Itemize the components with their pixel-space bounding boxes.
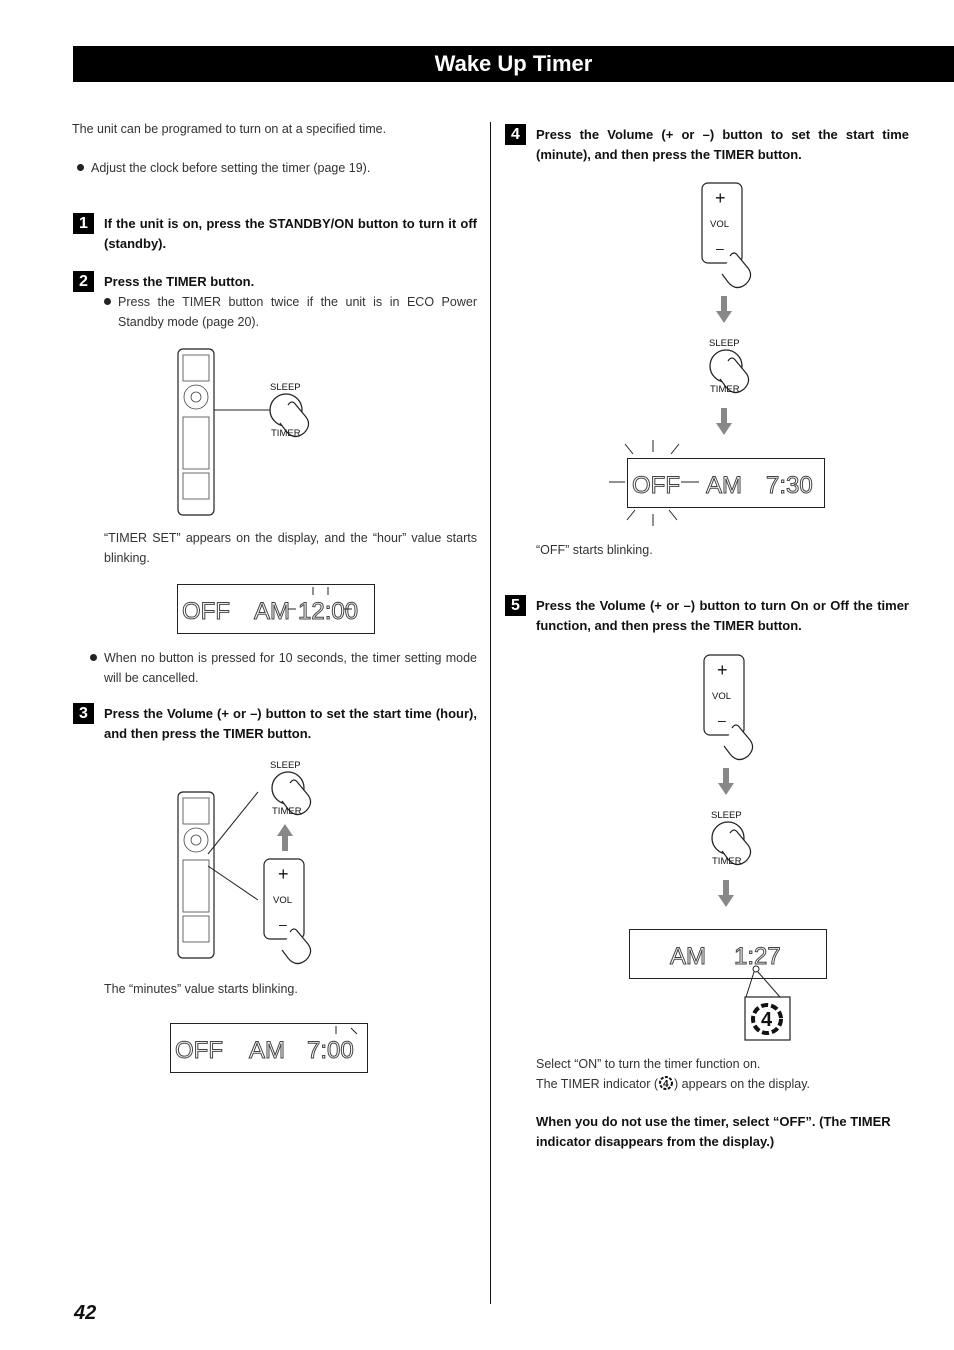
display-off-text: OFF (182, 598, 230, 625)
sleep-label: SLEEP (270, 760, 301, 771)
bullet-icon (90, 654, 97, 661)
timer-label: TIMER (272, 806, 302, 817)
svg-text:VOL: VOL (710, 219, 730, 230)
svg-text:+: + (717, 660, 728, 680)
svg-text:SLEEP: SLEEP (711, 810, 742, 821)
svg-text:OFF: OFF (175, 1037, 223, 1064)
vol-label: VOL (273, 895, 293, 906)
display-step-2 (177, 584, 375, 634)
vol-timer-sequence-step-5 (692, 652, 792, 917)
svg-text:AM: AM (670, 943, 706, 970)
step-4-text: Press the Volume (+ or –) button to set the start time (minute), and then press the TIMER button. (536, 127, 909, 162)
step-number-2: 2 (73, 271, 94, 292)
arrow-down-icon (718, 768, 734, 795)
step-2-note: When no button is pressed for 10 seconds, the timer setting mode will be cancelled. (90, 648, 477, 688)
svg-text:4: 4 (761, 1009, 773, 1031)
svg-text:AM: AM (249, 1037, 285, 1064)
step-number-1: 1 (73, 213, 94, 234)
page-number: 42 (74, 1302, 97, 1324)
arrow-down-icon (716, 408, 732, 435)
step-3-caption: The “minutes” value starts blinking. (104, 982, 298, 996)
step-5-final-note: When you do not use the timer, select “OFF”. (The TIMER indicator disappears from the display.) (536, 1114, 891, 1149)
step-2-text: Press the TIMER button. (104, 274, 255, 289)
timer-indicator-callout (740, 962, 795, 1044)
step-number-4: 4 (505, 124, 526, 145)
step-2-bullet: Press the TIMER button twice if the unit is in ECO Power Standby mode (page 20). (104, 292, 477, 332)
sleep-label: SLEEP (270, 382, 301, 393)
display-am-text: AM (254, 598, 290, 625)
svg-text:1:27: 1:27 (734, 943, 781, 970)
step-5-caption-line1: Select “ON” to turn the timer function on. (536, 1057, 761, 1071)
plus-label: + (278, 864, 289, 884)
display-time-text: 12:00 (298, 598, 359, 625)
step-3-text: Press the Volume (+ or –) button to set the start time (hour), and then press the TIMER button. (104, 706, 477, 741)
svg-text:VOL: VOL (712, 691, 732, 702)
svg-text:–: – (716, 240, 724, 256)
step-5-caption-line2: The TIMER indicator ( 4 ) appears on the display. (536, 1077, 810, 1091)
arrow-down-icon (716, 296, 732, 323)
svg-text:AM: AM (706, 472, 742, 499)
svg-text:TIMER: TIMER (710, 384, 740, 395)
step-number-3: 3 (73, 703, 94, 724)
display-step-5 (629, 929, 827, 979)
bullet-icon (104, 298, 111, 305)
svg-text:–: – (718, 712, 726, 728)
step-number-5: 5 (505, 595, 526, 616)
bullet-icon (77, 164, 84, 171)
timer-indicator-icon (658, 1075, 674, 1091)
remote-control-illustration (170, 345, 350, 520)
page-title: Wake Up Timer (73, 46, 954, 82)
svg-text:TIMER: TIMER (712, 856, 742, 867)
vol-timer-sequence-step-4 (690, 180, 790, 445)
column-divider (490, 122, 491, 1304)
svg-text:7:30: 7:30 (766, 472, 813, 499)
svg-text:OFF: OFF (632, 472, 680, 499)
timer-label: TIMER (271, 428, 301, 439)
svg-text:7:00: 7:00 (307, 1037, 354, 1064)
svg-text:+: + (715, 188, 726, 208)
blink-indicator-icon (336, 1026, 357, 1034)
step-2-caption: “TIMER SET” appears on the display, and the “hour” value starts blinking. (104, 531, 477, 565)
step-1-text: If the unit is on, press the STANDBY/ON button to turn it off (standby). (104, 216, 477, 251)
minus-label: – (279, 916, 287, 932)
svg-text:4: 4 (663, 1079, 669, 1090)
step-5-text: Press the Volume (+ or –) button to turn On or Off the timer function, and then press the TIMER button. (536, 598, 909, 633)
remote-vol-timer-illustration (170, 756, 350, 971)
step-4-caption: “OFF” starts blinking. (536, 543, 653, 557)
arrow-down-icon (718, 880, 734, 907)
blink-indicator-icon (605, 438, 715, 528)
display-step-3 (170, 1023, 368, 1073)
svg-text:SLEEP: SLEEP (709, 338, 740, 349)
intro-bullet: Adjust the clock before setting the timer (page 19). (77, 158, 477, 178)
arrow-up-icon (277, 824, 293, 851)
intro-text: The unit can be programed to turn on at a specified time. (72, 122, 387, 136)
